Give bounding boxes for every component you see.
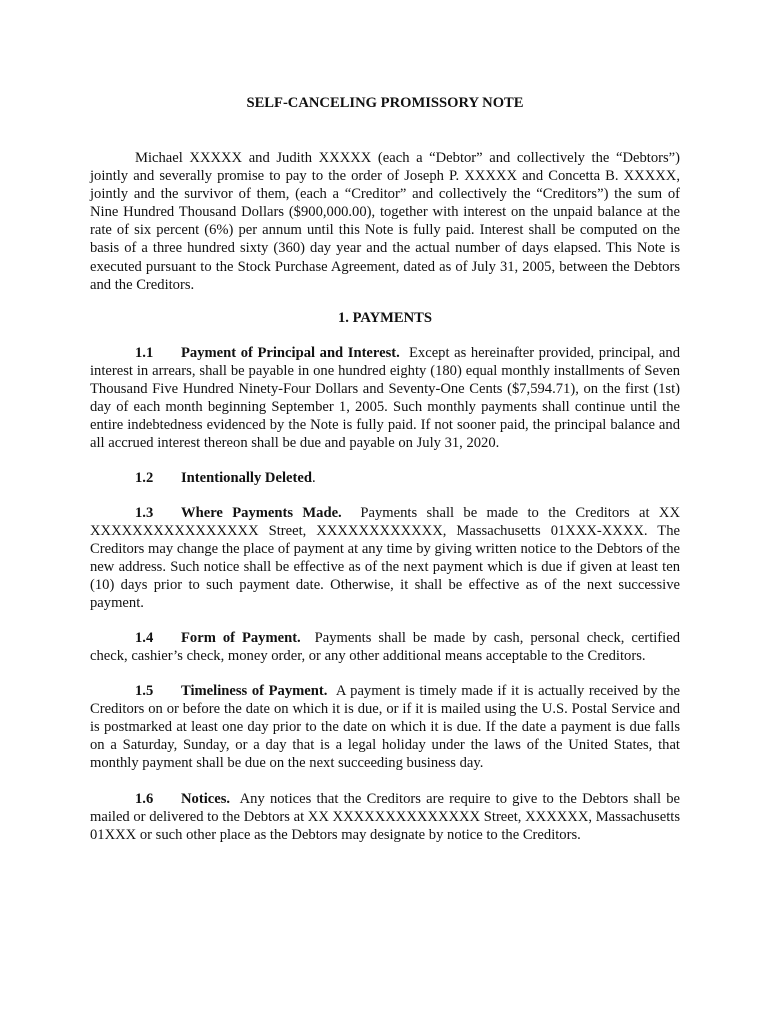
- section-1-1-text: Except as hereinafter provided, principal, and interest in arrears, shall be payable in one hundred eighty (180) equal monthly installments of Seven Thousand Five Hundred Ninety-Four Dollars and Seventy-One Cents ($7,594.71), on the first (1st) day of each month beginning September 1, 2005. Such monthly payments shall continue until the entire indebtedness evidenced by the Note is fully paid. If not sooner paid, the principal balance and all accrued interest thereon shall be due and payable on July 31, 2020.: [90, 345, 680, 452]
- section-1-6-text: Any notices that the Creditors are require to give to the Debtors shall be mailed or delivered to the Debtors at XX XXXXXXXXXXXXXX Street, XXXXXX, Massachusetts 01XXX or such other place as the Debtors may designate by notice to the Creditors.: [90, 791, 680, 844]
- section-1-3-number: 1.3: [135, 505, 154, 521]
- section-1-2-number: 1.2: [135, 470, 154, 486]
- section-1-3: [90, 504, 680, 613]
- section-1-6: [90, 790, 680, 844]
- intro-paragraph: Michael XXXXX and Judith XXXXX (each a “Debtor” and collectively the “Debtors”) jointly and severally promise to pay to the order of Joseph P. XXXXX and Concetta B. XXXXX, jointly and the survivor of them, (each a “Creditor” and collectively the “Creditors”) the sum of Nine Hundred Thousand Dollars ($900,000.00), together with interest on the unpaid balance at the rate of six percent (6%) per annum until this Note is fully paid. Interest shall be computed on the basis of a three hundred sixty (360) day year and the actual number of days elapsed. This Note is executed pursuant to the Stock Purchase Agreement, dated as of July 31, 2005, between the Debtors and the Creditors.: [90, 150, 680, 293]
- section-1-1-number: 1.1: [135, 345, 154, 361]
- section-1-3-heading: Where Payments Made.: [181, 505, 342, 521]
- section-1-1: [90, 344, 680, 453]
- section-1-4-text: Payments shall be made by cash, personal check, certified check, cashier’s check, money order, or any other additional means acceptable to the Creditors.: [90, 630, 680, 665]
- section-1-1-heading: Payment of Principal and Interest.: [181, 345, 400, 361]
- section-1-6-heading: Notices.: [181, 791, 231, 807]
- section-1-3-text: Payments shall be made to the Creditors at XX XXXXXXXXXXXXXXXX Street, XXXXXXXXXXXX, Massachusetts 01XXX-XXXX. The Creditors may change the place of payment at any time by giving written notice to the Debtors of the new address. Such notice shall be effective as of the next payment which is due if given at least ten (10) days prior to such payment date. Otherwise, it shall be effective as of the next successive payment.: [90, 505, 681, 612]
- section-1-4: [90, 629, 680, 665]
- section-1-2-text: .: [311, 470, 316, 486]
- document-title: SELF-CANCELING PROMISSORY NOTE: [246, 95, 524, 111]
- section-1-2: [90, 469, 680, 487]
- section-1-4-number: 1.4: [135, 630, 154, 646]
- section-1-5-text: A payment is timely made if it is actually received by the Creditors on or before the date on which it is due, or if it is mailed using the U.S. Postal Service and is postmarked at least one day prior to the date on which it is due. If the date a payment is due falls on a Saturday, Sunday, or a day that is a legal holiday under the laws of the United States, that monthly payment shall be due on the next succeeding business day.: [90, 683, 680, 772]
- section-1-5: [90, 682, 680, 772]
- section-1-6-number: 1.6: [135, 791, 154, 807]
- section-1-4-heading: Form of Payment.: [181, 630, 301, 646]
- section-heading-payments: 1. PAYMENTS: [337, 310, 433, 326]
- section-1-2-heading: Intentionally Deleted: [181, 470, 312, 486]
- section-1-5-number: 1.5: [135, 683, 154, 699]
- section-1-5-heading: Timeliness of Payment.: [181, 683, 328, 699]
